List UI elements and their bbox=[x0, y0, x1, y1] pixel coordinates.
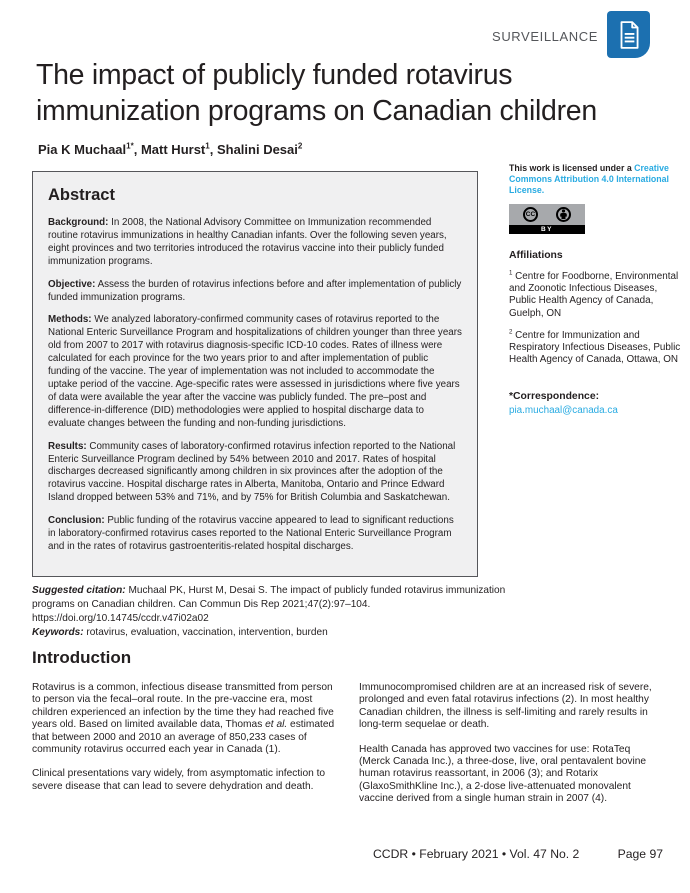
page-footer bbox=[373, 847, 663, 861]
abstract-methods bbox=[48, 314, 462, 430]
keywords-text: rotavirus, evaluation, vaccination, intervention, burden bbox=[83, 626, 328, 638]
left-paragraph-1-text-cont: estimated that between 2000 and 2010 an average of 850,233 cases of community rotavirus occurred each year in Canada (1). bbox=[32, 719, 335, 756]
cc-by-label: BY bbox=[509, 225, 585, 234]
affiliation-1-text: Centre for Foodborne, Environmental and Zoonotic Infectious Diseases, Public Health Agency of Canada, Guelph, ON bbox=[509, 270, 679, 319]
correspondence-label: *Correspondence: bbox=[509, 390, 600, 402]
journal-issue-info: CCDR • February 2021 • Vol. 47 No. 2 bbox=[373, 847, 580, 861]
right-paragraph-1: Immunocompromised children are at an increased risk of severe, prolonged and even fatal rotavirus infections (2). In most healthy Canadian children, the illness is self-limiting and rarely results in long-term sequelae or death. bbox=[359, 682, 652, 731]
right-paragraph-2: Health Canada has approved two vaccines for use: RotaTeq (Merck Canada Inc.), a three-dose, live, oral pentavalent bovine human rotavirus reassortant, in 2006 (3); and Rotarix (GlaxoSmithKline Inc.), a 2-dose live-attenuated monovalent vaccine derived from a single human strain in 2007 (4). bbox=[359, 743, 647, 805]
affiliation-2-text: Centre for Immunization and Respiratory Infectious Diseases, Public Health Agency of Canada, Ottawa, ON bbox=[509, 329, 681, 366]
affiliation-2 bbox=[509, 330, 681, 367]
author-1: Pia K Muchaal bbox=[38, 142, 127, 157]
suggested-citation-block bbox=[32, 584, 510, 640]
license-prefix: This work is licensed under a bbox=[509, 163, 635, 173]
left-paragraph-2: Clinical presentations vary widely, from asymptomatic infection to severe disease that can lead to severe dehydration and death. bbox=[32, 768, 326, 792]
suggested-citation-text: Muchaal PK, Hurst M, Desai S. The impact of publicly funded rotavirus immunization programs on Canadian children. Can Commun Dis Rep 2021;47(2):97–104. bbox=[32, 585, 506, 610]
abstract-methods-label: Methods: bbox=[48, 314, 92, 326]
keywords-label: Keywords: bbox=[32, 626, 84, 638]
left-paragraph-1 bbox=[32, 682, 337, 756]
cc-icon: CC bbox=[523, 207, 538, 222]
author-3-affiliation-marker: 2 bbox=[297, 141, 303, 151]
abstract-results-label: Results: bbox=[48, 440, 87, 452]
affiliations-heading: Affiliations bbox=[509, 249, 563, 261]
introduction-heading: Introduction bbox=[32, 648, 132, 667]
abstract-objective-text: Assess the burden of rotavirus infections before and after implementation of publicly funded immunization programs. bbox=[48, 278, 462, 303]
abstract-background-label: Background: bbox=[48, 217, 109, 228]
keywords-line bbox=[32, 626, 510, 640]
abstract-objective-label: Objective: bbox=[48, 278, 96, 290]
surveillance-category-label: SURVEILLANCE bbox=[492, 29, 598, 44]
author-3: , Shalini Desai bbox=[209, 142, 298, 157]
affiliation-2-marker: 2 bbox=[509, 328, 513, 336]
affiliation-1-marker: 1 bbox=[509, 269, 513, 277]
abstract-results-text: Community cases of laboratory-confirmed rotavirus infection reported to the National Enteric Surveillance Program declined by 54% between 2010 and 2017. Rates of hospital discharges decreased significantly among children in six provinces after the adoption of the rotavirus vaccine. Hospital discharge rates in Alberta, Manitoba, Ontario and Prince Edward Island dropped between 53% and 71%, and by 75% for British Columbia and Saskatchewan. bbox=[48, 440, 456, 504]
author-2: , Matt Hurst bbox=[133, 142, 206, 157]
license-statement bbox=[509, 163, 681, 197]
left-column bbox=[32, 682, 337, 818]
abstract-conclusion-text: Public funding of the rotavirus vaccine appeared to lead to significant reductions in laboratory-confirmed rotavirus cases reported to the National Enteric Surveillance Program and in the rates of rotavirus gastroenteritis-related hospital discharges. bbox=[48, 515, 454, 552]
abstract-background-text: In 2008, the National Advisory Committee on Immunization recommended routine rotavirus immunizations in healthy Canadian infants. Over the following seven years, eight provinces and two territories introduced the rotavirus vaccine into their publicly funded immunization programs. bbox=[48, 217, 447, 267]
cc-badge-icons bbox=[509, 204, 585, 225]
doi-link[interactable]: https://doi.org/10.14745/ccdr.v47i02a02 bbox=[32, 612, 209, 624]
suggested-citation bbox=[32, 584, 510, 626]
abstract-conclusion bbox=[48, 515, 462, 554]
abstract-results bbox=[48, 441, 462, 506]
author-2-affiliation-marker: 1 bbox=[205, 141, 210, 151]
surveillance-badge bbox=[607, 11, 650, 58]
abstract-objective bbox=[48, 279, 462, 305]
abstract-heading: Abstract bbox=[48, 186, 115, 204]
article-title: The impact of publicly funded rotavirus immunization programs on Canadian children bbox=[36, 59, 597, 127]
affiliation-1 bbox=[509, 271, 681, 320]
left-paragraph-1-text: Rotavirus is a common, infectious disease transmitted from person to person via the fecal–oral route. In the pre-vaccine era, most children experienced an infection by the time they had reached five years old. Based on limited available data, Thomas bbox=[32, 682, 334, 731]
cc-by-badge[interactable] bbox=[509, 204, 585, 234]
sidebar bbox=[509, 163, 681, 416]
abstract-conclusion-label: Conclusion: bbox=[48, 515, 105, 527]
attribution-person-icon bbox=[556, 207, 571, 222]
document-icon bbox=[616, 20, 642, 50]
author-line bbox=[38, 142, 302, 157]
page-number: Page 97 bbox=[617, 847, 663, 861]
abstract-methods-text: We analyzed laboratory-confirmed community cases of rotavirus reported to the National Enteric Surveillance Program and hospitalizations of children younger than three years old from 2007 to 2017 with rotavirus diagnosis-specific ICD-10 codes. Rates of illness were calculated for each province for the two years prior to and after implementation of public funding of the vaccine. The year of implementation was not included to accommodate the uptake period of the vaccine. Age-specific rates were assessed in jurisdictions where five years of data were available the year after the vaccine was publicly funded. The pre–post and difference-in-difference (DID) methodologies were applied to hospital discharge data to evaluate changes between the funding and non-funding jurisdictions. bbox=[48, 314, 462, 429]
abstract-box bbox=[32, 171, 478, 577]
suggested-citation-label: Suggested citation: bbox=[32, 585, 126, 596]
cc-license-link[interactable]: Creative Commons Attribution 4.0 International License. bbox=[509, 163, 669, 196]
correspondence-email-link[interactable]: pia.muchaal@canada.ca bbox=[509, 404, 618, 416]
introduction-columns bbox=[32, 682, 665, 818]
et-al-italic: et al. bbox=[265, 719, 288, 731]
author-1-affiliation-marker: 1* bbox=[126, 141, 134, 151]
right-column bbox=[359, 682, 664, 818]
abstract-background bbox=[48, 217, 462, 269]
